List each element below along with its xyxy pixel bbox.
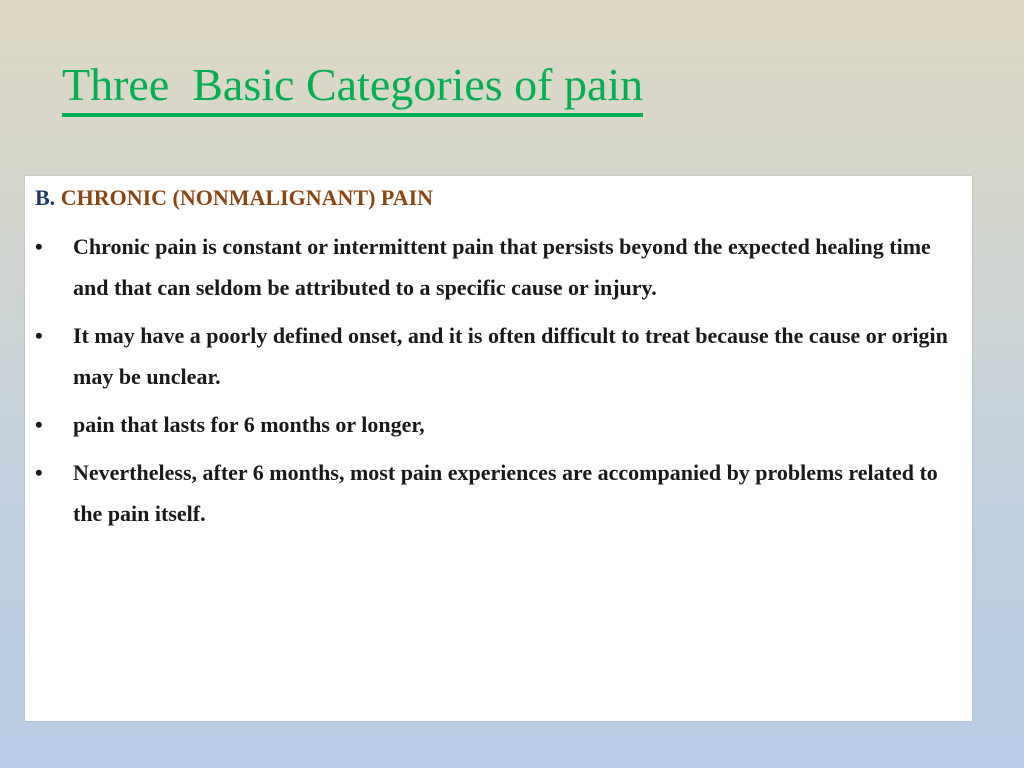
bullet-list (25, 226, 972, 541)
bullet-marker: • (35, 412, 43, 437)
content-box (25, 176, 972, 721)
bullet-marker: • (35, 323, 43, 348)
bullet-text: pain that lasts for 6 months or longer, (73, 412, 425, 437)
bullet-text: Nevertheless, after 6 months, most pain experiences are accompanied by problems related to the pain itself. (73, 460, 938, 526)
slide-title: Three Basic Categories of pain (62, 62, 643, 117)
bullet-text: It may have a poorly defined onset, and it is often difficult to treat because the cause or origin may be unclear. (73, 323, 948, 389)
bullet-text: Chronic pain is constant or intermittent pain that persists beyond the expected healing time and that can seldom be attributed to a specific cause or injury. (73, 234, 931, 300)
bullet-item-4 (25, 452, 972, 534)
section-heading (35, 187, 433, 209)
bullet-item-2 (25, 315, 972, 397)
bullet-item-1 (25, 226, 972, 308)
bullet-marker: • (35, 234, 43, 259)
bullet-marker: • (35, 460, 43, 485)
section-letter: B. (35, 185, 56, 210)
bullet-item-3 (25, 404, 972, 445)
section-title: CHRONIC (NONMALIGNANT) PAIN (60, 185, 434, 210)
